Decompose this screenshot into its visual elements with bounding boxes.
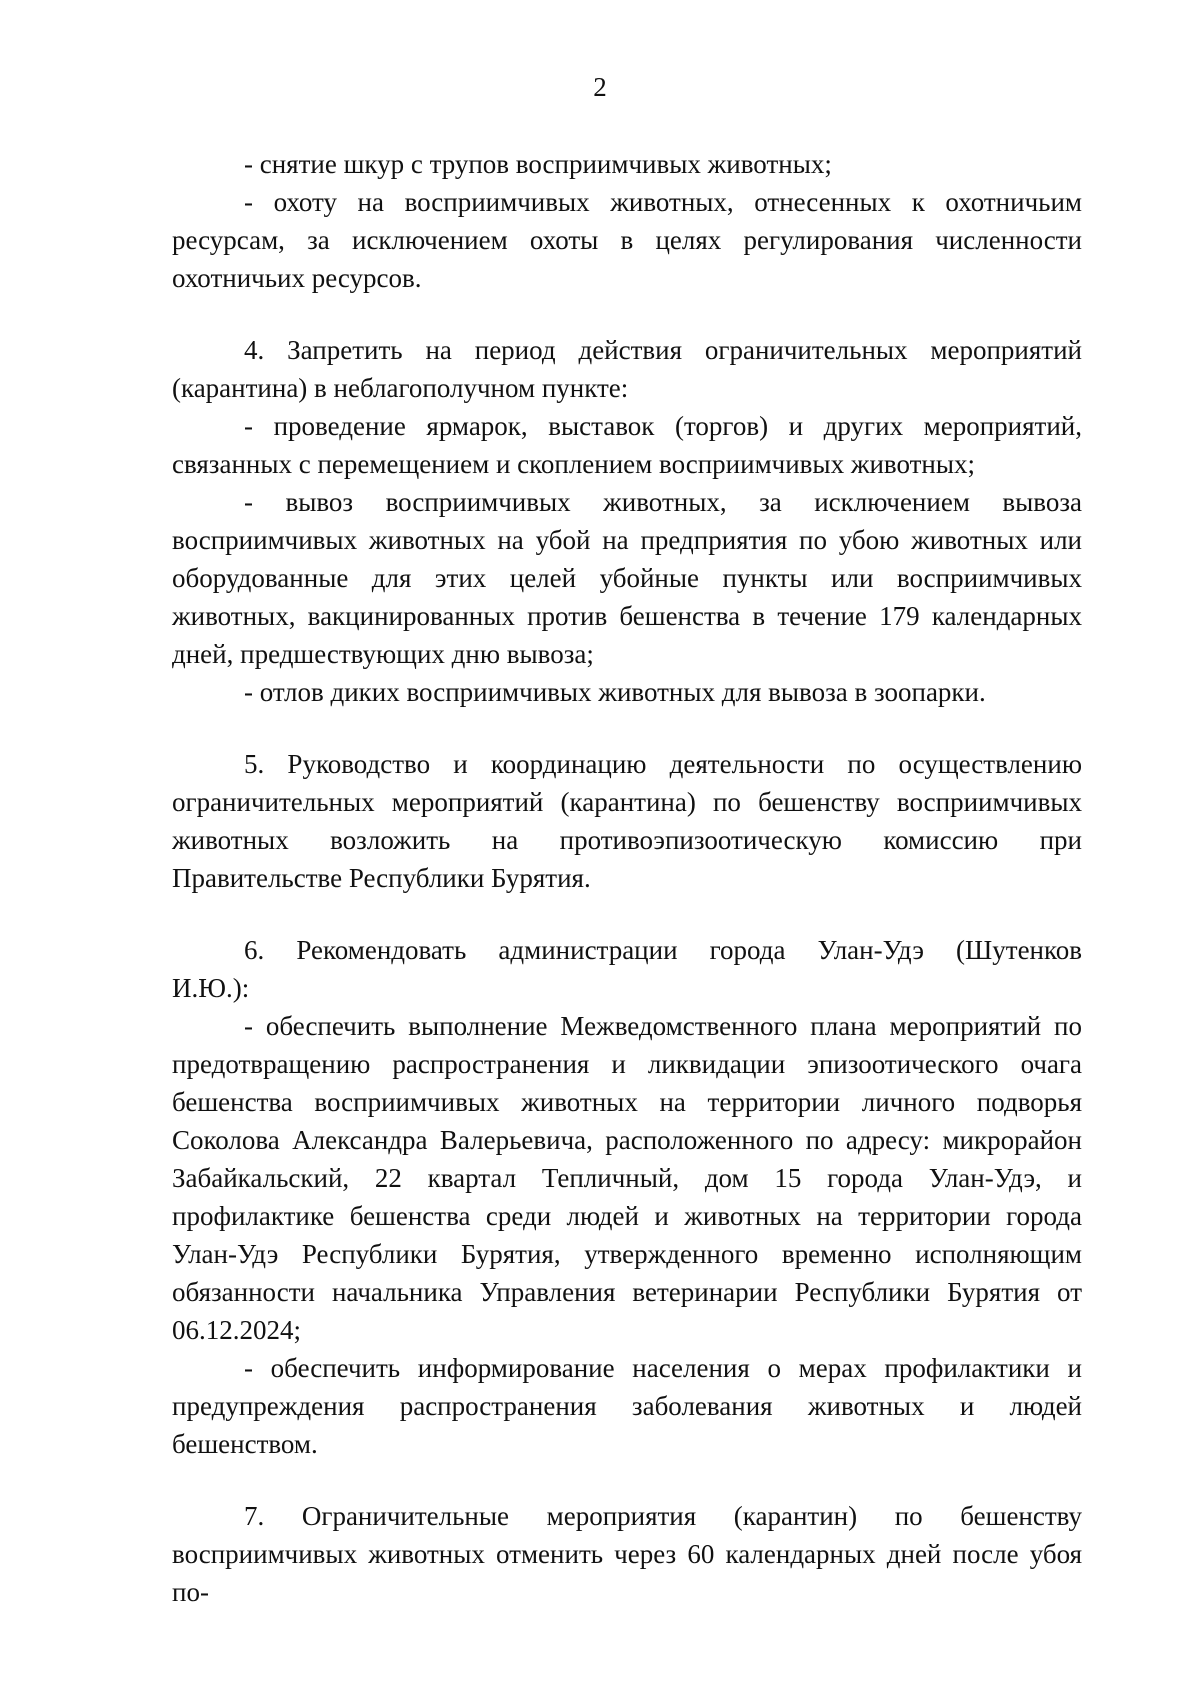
paragraph-skin-removal: - снятие шкур с трупов восприимчивых животных;: [244, 149, 832, 179]
paragraph-trapping: - отлов диких восприимчивых животных для вывоза в зоопарки.: [244, 677, 986, 707]
paragraph-item-6: 6. Рекомендовать администрации города Улан-Удэ (Шутенков И.Ю.):: [172, 935, 1082, 1003]
paragraph-hunting: - охоту на восприимчивых животных, отнесенных к охотничьим ресурсам, за исключением охоты в целях регулирования численности охотничьих ресурсов.: [172, 187, 1082, 293]
paragraph-interagency-plan: - обеспечить выполнение Межведомственного плана мероприятий по предотвращению распространения и ликвидации эпизоотического очага бешенства восприимчивых животных на территории личного подворья Соколова Александра Валерьевича, расположенного по адресу: микрорайон Забайкальский, 22 квартал Тепличный, дом 15 города Улан-Удэ, и профилактике бешенства среди людей и животных на территории города Улан-Удэ Республики Бурятия, утвержденного временно исполняющим обязанности начальника Управления ветеринарии Республики Бурятия от 06.12.2024;: [172, 1011, 1082, 1345]
page-number: 2: [593, 72, 607, 102]
paragraph-informing: - обеспечить информирование населения о мерах профилактики и предупреждения распространения заболевания животных и людей бешенством.: [172, 1353, 1082, 1459]
paragraph-item-5: 5. Руководство и координацию деятельности по осуществлению ограничительных мероприятий (карантина) по бешенству восприимчивых животных возложить на противоэпизоотическую комиссию при Правительстве Республики Бурятия.: [172, 749, 1082, 893]
paragraph-export: - вывоз восприимчивых животных, за исключением вывоза восприимчивых животных на убой на предприятия по убою животных или оборудованные для этих целей убойные пункты или восприимчивых животных, вакцинированных против бешенства в течение 179 календарных дней, предшествующих дню вывоза;: [172, 487, 1082, 669]
paragraph-item-7: 7. Ограничительные мероприятия (карантин) по бешенству восприимчивых животных отменить через 60 календарных дней после убоя по-: [172, 1501, 1082, 1607]
document-body: [172, 145, 1082, 1611]
paragraph-item-4: 4. Запретить на период действия ограничительных мероприятий (карантина) в неблагополучном пункте:: [172, 335, 1082, 403]
paragraph-fairs: - проведение ярмарок, выставок (торгов) и других мероприятий, связанных с перемещением и скоплением восприимчивых животных;: [172, 411, 1082, 479]
